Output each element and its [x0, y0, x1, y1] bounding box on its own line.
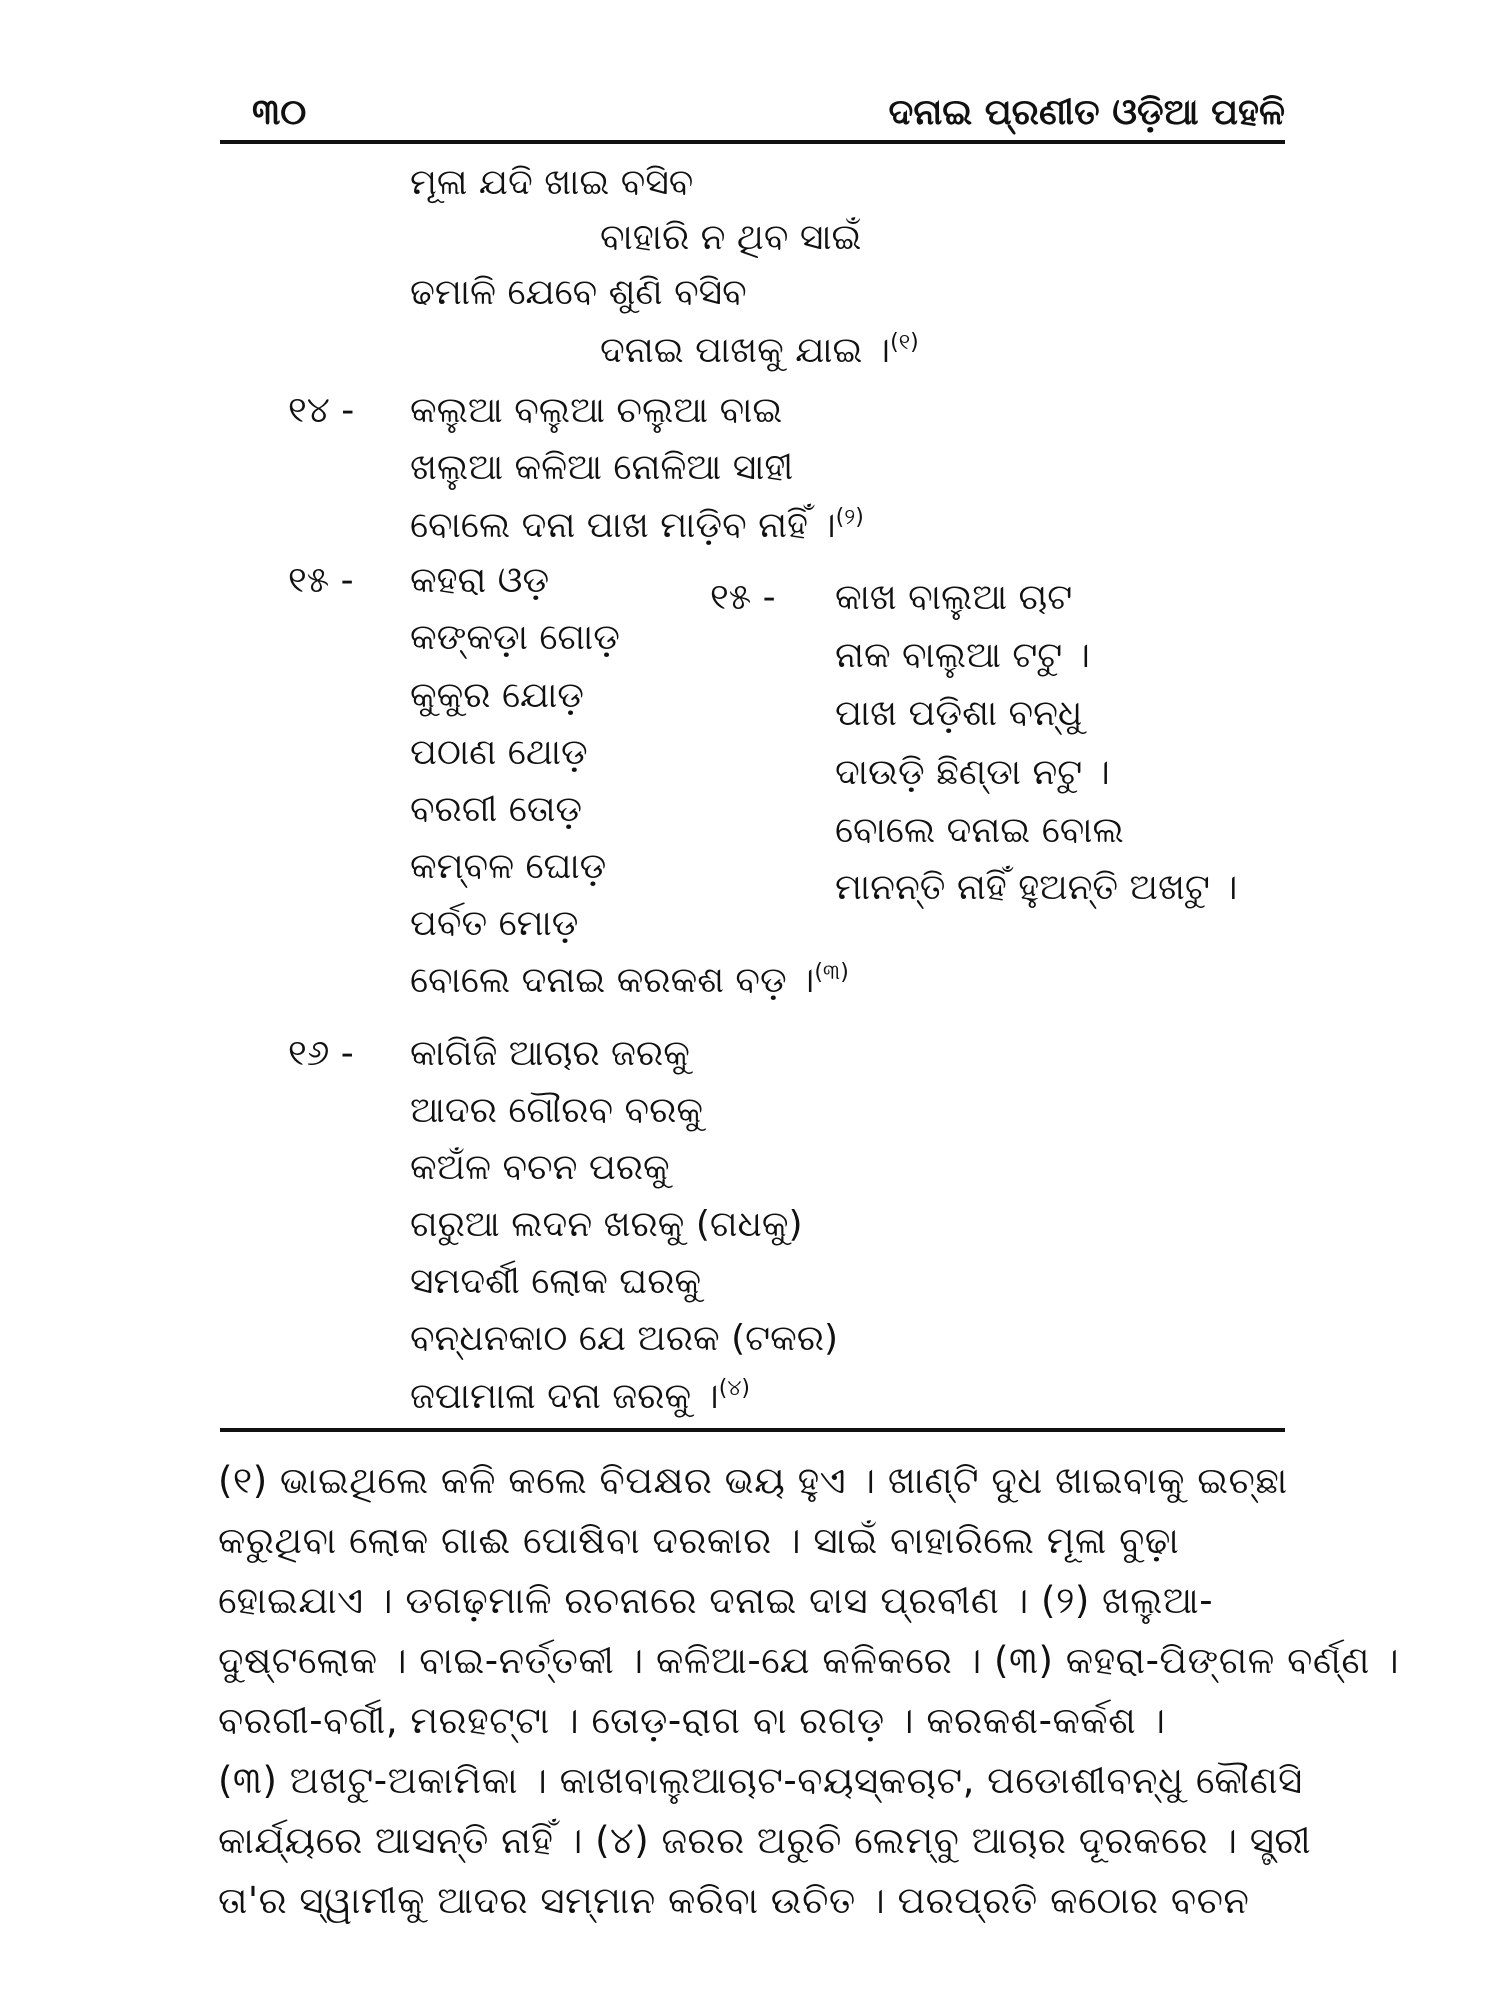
footnote-line: (୩) ଅଖଟୁ-ଅକାମିକା । କାଖବାଲୁଆଚାଟ-ବୟସ୍କଚାଟ, ପଡୋଶୀବନ୍ଧୁ କୌଣସି: [218, 1759, 1303, 1802]
header-rule: [220, 140, 1285, 144]
footnote-marker: (୨): [835, 505, 864, 530]
verse-number: ୧୪ -: [288, 390, 355, 431]
verse-line: ବୋଲେ ଦନା ପାଖ ମାଡ଼ିବ ନାହିଁ ।$^{(୨)}$: [410, 505, 864, 546]
footnote-line: କରୁଥିବା ଲୋକ ଗାଈ ପୋଷିବା ଦରକାର । ସାଇଁ ବାହାରିଲେ ମୂଳା ବୁଢ଼ା: [218, 1519, 1180, 1562]
verse-line: ବାହାରି ନ ଥିବ ସାଇଁ: [600, 217, 862, 258]
verse-line: ଦନାଇ ପାଖକୁ ଯାଇ ।$^{(୧)}$: [600, 330, 919, 371]
footnote-rule: [220, 1428, 1285, 1432]
footnote-line: ହୋଇଯାଏ । ଡଗଢ଼ମାଳି ରଚନାରେ ଦନାଇ ଦାସ ପ୍ରବୀଣ । (୨) ଖଲୁଆ-: [218, 1579, 1214, 1622]
verse-line: କଲୁଆ ବଲୁଆ ଚଲୁଆ ବାଇ: [410, 390, 783, 431]
verse-line: କାଗିଜି ଆଚାର ଜରକୁ: [410, 1033, 690, 1074]
verse-line: କୁକୁର ଯୋଡ଼: [410, 675, 584, 716]
verse-line: ଗରୁଆ ଲଦନ ଖରକୁ (ଗଧକୁ): [410, 1204, 803, 1245]
verse-line: ପଠାଣ ଥୋଡ଼: [410, 732, 588, 773]
verse-line: ଆଦର ଗୌରବ ବରକୁ: [410, 1090, 703, 1131]
verse-line: କହରା ଓଡ଼: [410, 560, 550, 601]
footnote-marker: (୩): [814, 960, 849, 985]
verse-line: ବୋଲେ ଦନାଇ କରକଶ ବଡ଼ ।$^{(୩)}$: [410, 960, 849, 1001]
page-number: ୩୦: [252, 92, 307, 133]
verse-line: ନାକ ବାଲୁଆ ଟଟୁ ।: [835, 635, 1090, 676]
verse-line: ମାନନ୍ତି ନାହିଁ ହୁଅନ୍ତି ଅଖଟୁ ।: [835, 867, 1238, 908]
verse-line: ବରଗୀ ତୋଡ଼: [410, 789, 583, 830]
verse-line: ଢମାଳି ଯେବେ ଶୁଣି ବସିବ: [410, 272, 747, 313]
verse-line: ପାଖ ପଡ଼ିଶା ବନ୍ଧୁ: [835, 693, 1083, 734]
verse-line: ଦାଉଡ଼ି ଛିଣ୍ଡା ନଟୁ ।: [835, 752, 1110, 793]
verse-number: ୧୬ -: [288, 1033, 354, 1074]
verse-line: କଙ୍କଡ଼ା ଗୋଡ଼: [410, 617, 620, 658]
verse-line: ଖଲୁଆ କଳିଆ ନୋଳିଆ ସାହୀ: [410, 447, 794, 488]
footnote-line: କାର୍ଯ୍ୟରେ ଆସନ୍ତି ନାହିଁ । (୪) ଜରର ଅରୁଚି ଲେମ୍ବୁ ଆଚାର ଦୂରକରେ । ସ୍ତ୍ରୀ: [218, 1819, 1312, 1862]
footnote-line: ବରଗୀ-ବର୍ଗୀ, ମରହଟ୍ଟା । ତୋଡ଼-ରାଗ ବା ରଗଡ଼ । କରକଶ-କର୍କଶ ।: [218, 1699, 1166, 1742]
footnote-marker: (୪): [718, 1376, 751, 1401]
running-title: ଦନାଇ ପ୍ରଣୀତ ଓଡ଼ିଆ ପହଳି: [888, 92, 1285, 133]
verse-number: ୧୫ -: [710, 577, 776, 618]
verse-line: ବନ୍ଧନକାଠ ଯେ ଅରକ (ଟକର): [410, 1318, 839, 1359]
verse-line: ଜପାମାଳା ଦନା ଜରକୁ ।$^{(୪)}$: [410, 1376, 751, 1417]
verse-line: ମୂଳା ଯଦି ଖାଇ ବସିବ: [410, 162, 694, 203]
verse-line: କାଖ ବାଲୁଆ ଚାଟ: [835, 577, 1073, 618]
verse-line: ବୋଲେ ଦନାଇ ବୋଲ: [835, 810, 1124, 851]
verse-line: ପର୍ବତ ମୋଡ଼: [410, 903, 579, 944]
verse-number: ୧୫ -: [288, 560, 354, 601]
footnote-line: (୧) ଭାଇଥିଲେ କଳି କଲେ ବିପକ୍ଷର ଭୟ ହୁଏ । ଖାଣ୍ଟି ଦୁଧ ଖାଇବାକୁ ଇଚ୍ଛା: [218, 1459, 1288, 1502]
verse-line: କଅଁଳ ବଚନ ପରକୁ: [410, 1147, 670, 1188]
footnote-marker: (୧): [890, 330, 919, 355]
verse-line: ସମଦର୍ଶୀ ଲୋକ ଘରକୁ: [410, 1261, 702, 1302]
footnote-line: ତା'ର ସ୍ୱାମୀକୁ ଆଦର ସମ୍ମାନ କରିବା ଉଚିତ । ପରପ୍ରତି କଠୋର ବଚନ: [218, 1879, 1250, 1922]
footnote-line: ଦୁଷ୍ଟଲୋକ । ବାଇ-ନର୍ତ୍ତକୀ । କଳିଆ-ଯେ କଳିକରେ । (୩) କହରା-ପିଙ୍ଗଳ ବର୍ଣ୍ଣ ।: [218, 1639, 1400, 1682]
verse-line: କମ୍ବଳ ଘୋଡ଼: [410, 846, 607, 887]
page-header: [220, 92, 1285, 134]
